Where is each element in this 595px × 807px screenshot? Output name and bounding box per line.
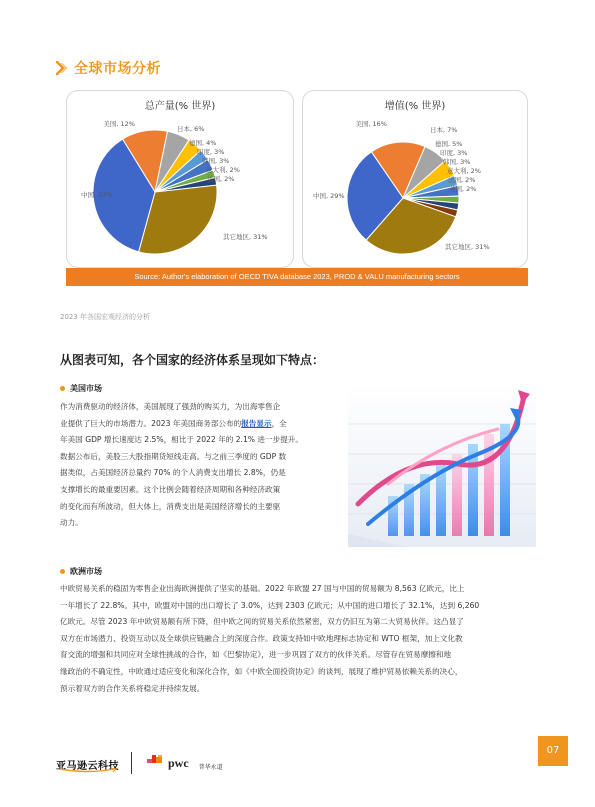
text-line: 双方在市场潜力、投资互动以及全球供应链融合上的深度合作。政策支持如中欧地理标志协定和 WTO 框架，加上文化教 — [60, 633, 463, 643]
pie-label-7: 其它地区, 31% — [223, 233, 268, 241]
eu-market-title-text: 欧洲市场 — [70, 567, 102, 576]
chart-card-value-added — [302, 90, 528, 268]
aws-logo — [56, 754, 119, 773]
pie-label-2: 德国, 4% — [189, 139, 217, 147]
text-line: 动力。 — [60, 518, 83, 528]
pie-label-2: 德国, 5% — [435, 140, 463, 148]
page-number: 07 — [538, 736, 568, 766]
pie-label-9: 中国, 29% — [313, 192, 345, 200]
us-market-title-text: 美国市场 — [70, 384, 102, 393]
text-line: 作为消费驱动的经济体，美国展现了强劲的购买力，为出海零售企 — [60, 402, 281, 411]
pie-label-4: 韩国, 3% — [443, 158, 471, 166]
eu-market-title — [60, 566, 102, 577]
pie-label-6: 法国, 2% — [448, 176, 476, 184]
section-title: 全球市场分析 — [74, 61, 161, 77]
pie-label-4: 韩国, 3% — [202, 157, 230, 165]
pwc-mark-icon — [144, 755, 166, 771]
pie-label-0: 美国, 12% — [103, 120, 135, 128]
figure-caption: 2023 年各国宏观经济的分析 — [60, 313, 151, 321]
text-line: 数据公布后，美股三大股指期货短线走高。与之前三季度的 GDP 数 — [60, 451, 287, 461]
us-market-paragraph — [60, 399, 342, 532]
pie-chart-value-added — [303, 91, 529, 269]
bullet-dot — [60, 569, 65, 574]
pwc-logo — [144, 755, 223, 771]
growth-chart-illustration — [348, 384, 536, 547]
text-line: 中欧贸易关系的稳固为零售企业出海欧洲提供了坚实的基础。2022 年欧盟 27 国与中国的贸易额为 8,563 亿欧元，比上 — [60, 584, 465, 593]
pie-label-7: 英国, 2% — [449, 185, 477, 193]
pie-label-0: 美国, 16% — [355, 120, 387, 128]
source-bar: Source: Author's elaboration of OECD TIVA database 2023, PROD & VALU manufacturing sectors — [66, 268, 528, 286]
text-line: 支撑增长的最重要因素。这个比例会随着经济周期和各种经济政策 — [60, 484, 281, 494]
us-market-title — [60, 383, 102, 394]
pie-chart-production — [67, 91, 295, 269]
text-line — [60, 416, 342, 433]
section-header — [56, 58, 161, 78]
text-line: 的变化而有所波动，但大体上，消费支出是美国经济增长的主要驱 — [60, 501, 281, 511]
text-line: 亿欧元。尽管 2023 年中欧贸易额有所下降，但中欧之间的贸易关系依然紧密，双方仍旧互为第二大贸易伙伴。这凸显了 — [60, 617, 464, 627]
bullet-dot — [60, 386, 65, 391]
pie-label-1: 日本, 7% — [430, 126, 458, 134]
chart-card-production — [66, 90, 294, 268]
text-line: 育交流的增强和共同应对全球性挑战的合作，如《巴黎协定》，进一步巩固了双方的伙伴关系。尽管存在贸易摩擦和地 — [60, 650, 452, 660]
text-line: 年美国 GDP 增长速度达 2.5%，相比于 2022 年的 2.1% 进一步提升。 — [60, 435, 303, 445]
chart-title: 增值(% 世界) — [384, 101, 446, 112]
text-line: 缘政治的不确定性，中欧通过适应变化和深化合作，如《中欧全面投资协定》的谈判，展现了维护贸易依赖关系的决心， — [60, 666, 463, 676]
text-fragment: ，全 — [271, 418, 287, 428]
pie-label-3: 印度, 3% — [197, 148, 225, 156]
chevron-right-icon — [56, 61, 68, 75]
pwc-chinese-name: 普华永道 — [198, 764, 223, 771]
aws-brand-text: 亚马逊云科技 — [56, 760, 119, 772]
pie-label-6: 法国, 2% — [207, 175, 235, 183]
pie-label-8: 中国, 37% — [81, 191, 113, 199]
text-line: 预示着双方的合作关系将稳定并持续发展。 — [60, 683, 205, 693]
text-line: 一年增长了 22.8%。其中，欧盟对中国的出口增长了 3.0%，达到 2303 亿欧元；从中国的进口增长了 32.1%，达到 6,260 — [60, 600, 480, 610]
amazon-smile-icon — [58, 768, 118, 774]
pie-label-5: 意大利, 2% — [206, 166, 240, 174]
pie-label-8: 其它地区, 31% — [445, 243, 490, 251]
text-line: 据类似，占美国经济总量约 70% 的个人消费支出增长 2.8%，仍是 — [60, 468, 286, 478]
pie-label-5: 意大利, 2% — [447, 167, 481, 175]
pwc-text: pwc — [168, 756, 189, 770]
pie-label-1: 日本, 6% — [177, 125, 205, 133]
footer-logos — [56, 752, 223, 774]
section-heading: 从图表可知，各个国家的经济体系呈现如下特点： — [60, 353, 325, 367]
text-fragment: 业提供了巨大的市场潜力。2023 年美国商务部公布的 — [60, 418, 242, 428]
chart-title: 总产量(% 世界) — [144, 101, 216, 112]
pie-label-3: 印度, 3% — [440, 149, 468, 157]
eu-market-paragraph — [60, 581, 538, 697]
report-link[interactable]: 报告显示 — [241, 418, 272, 428]
footer-divider — [131, 752, 132, 774]
